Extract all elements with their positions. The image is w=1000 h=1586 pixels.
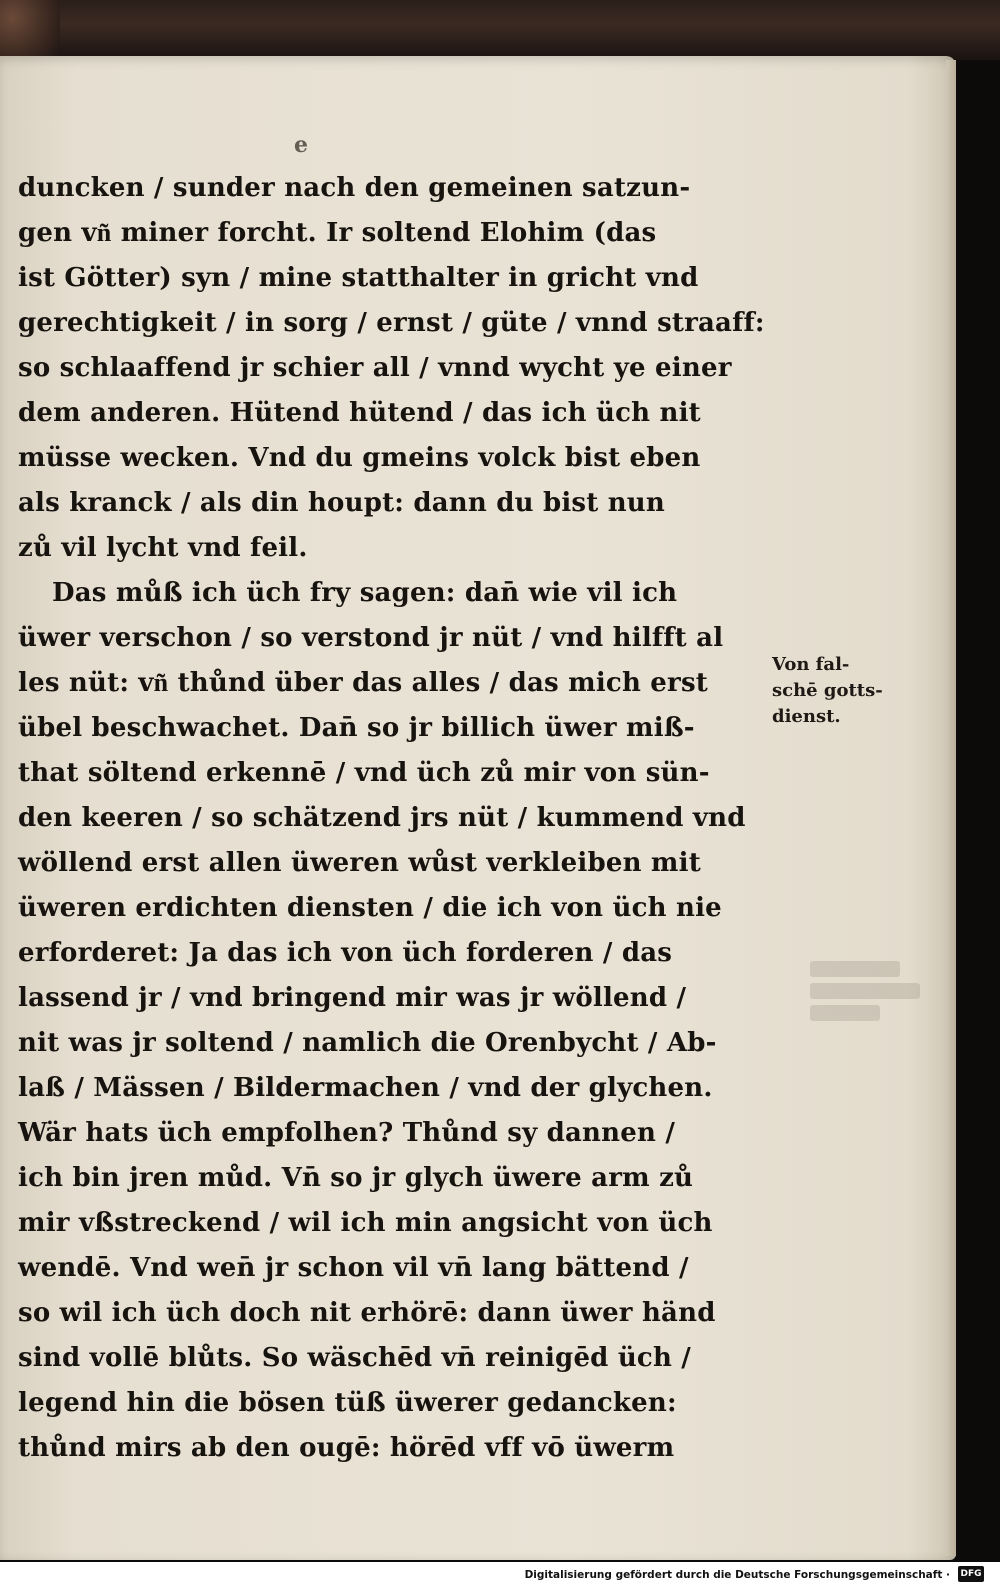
paragraph-start-line: Das můß ich üch fry sagen: dan̄ wie vil ich [52,578,678,608]
binding-corner [0,0,60,60]
text-line: zů vil lycht vnd feil. [18,533,308,563]
text-line: müsse wecken. Vnd du gmeins volck bist eben [18,443,701,473]
dfg-logo-icon: DFG [958,1566,984,1582]
text-line: erforderet: Ja das ich von üch forderen / das [18,938,673,968]
text-line: so wil ich üch doch nit erhörē: dann üwer händ [18,1298,716,1328]
text-line: so schlaaffend jr schier all / vnnd wycht ye einer [18,353,732,383]
bleed-through-ink [810,955,930,1025]
text-line: dem anderen. Hütend hütend / das ich üch nit [18,398,701,428]
main-text-block [18,166,778,1471]
text-line: Wär hats üch empfolhen? Thůnd sy dannen / [18,1118,676,1148]
text-line: üwer verschon / so verstond jr nüt / vnd hilfft al [18,623,724,653]
text-line: thůnd mirs ab den ougē: hörēd vff vō üwerm [18,1433,675,1463]
text-line: als kranck / als din houpt: dann du bist nun [18,488,666,518]
text-line: nit was jr soltend / namlich die Orenbycht / Ab- [18,1028,717,1058]
signature-mark: e [294,132,308,158]
text-line: legend hin die bösen tüß üwerer gedancken: [18,1388,677,1418]
text-line: les nüt: vn͂ thůnd über das alles / das mich erst [18,668,708,698]
text-line: mir vßstreckend / wil ich min angsicht von üch [18,1208,713,1238]
text-line: sind vollē blůts. So wäschēd vn̄ reinigēd üch / [18,1343,691,1373]
text-line: ist Götter) syn / mine statthalter in gricht vnd [18,263,699,293]
text-line: wöllend erst allen üweren wůst verkleiben mit [18,848,701,878]
dfg-credit-text: Digitalisierung gefördert durch die Deutsche Forschungsgemeinschaft · [524,1569,950,1581]
page-edge [946,60,956,1556]
text-line: den keeren / so schätzend jrs nüt / kummend vnd [18,803,746,833]
text-line: wendē. Vnd wen̄ jr schon vil vn̄ lang bättend / [18,1253,689,1283]
text-line: that söltend erkennē / vnd üch zů mir von sün- [18,758,710,788]
marginal-note-line: schē gotts- [772,680,883,701]
marginal-note-line: dienst. [772,706,841,727]
marginal-note [772,652,912,730]
book-binding [0,0,1000,60]
text-line: gerechtigkeit / in sorg / ernst / güte / vnnd straaff: [18,308,765,338]
text-line: üweren erdichten diensten / die ich von üch nie [18,893,722,923]
text-line: duncken / sunder nach den gemeinen satzun- [18,173,691,203]
text-line: ich bin jren můd. Vn̄ so jr glych üwere arm zů [18,1163,694,1193]
text-line: übel beschwachet. Dan̄ so jr billich üwer miß- [18,713,695,743]
text-line: laß / Mässen / Bildermachen / vnd der glychen. [18,1073,713,1103]
text-line: lassend jr / vnd bringend mir was jr wöllend / [18,983,687,1013]
marginal-note-line: Von fal- [772,654,850,675]
text-line: gen vn͂ miner forcht. Ir soltend Elohim (das [18,218,657,248]
